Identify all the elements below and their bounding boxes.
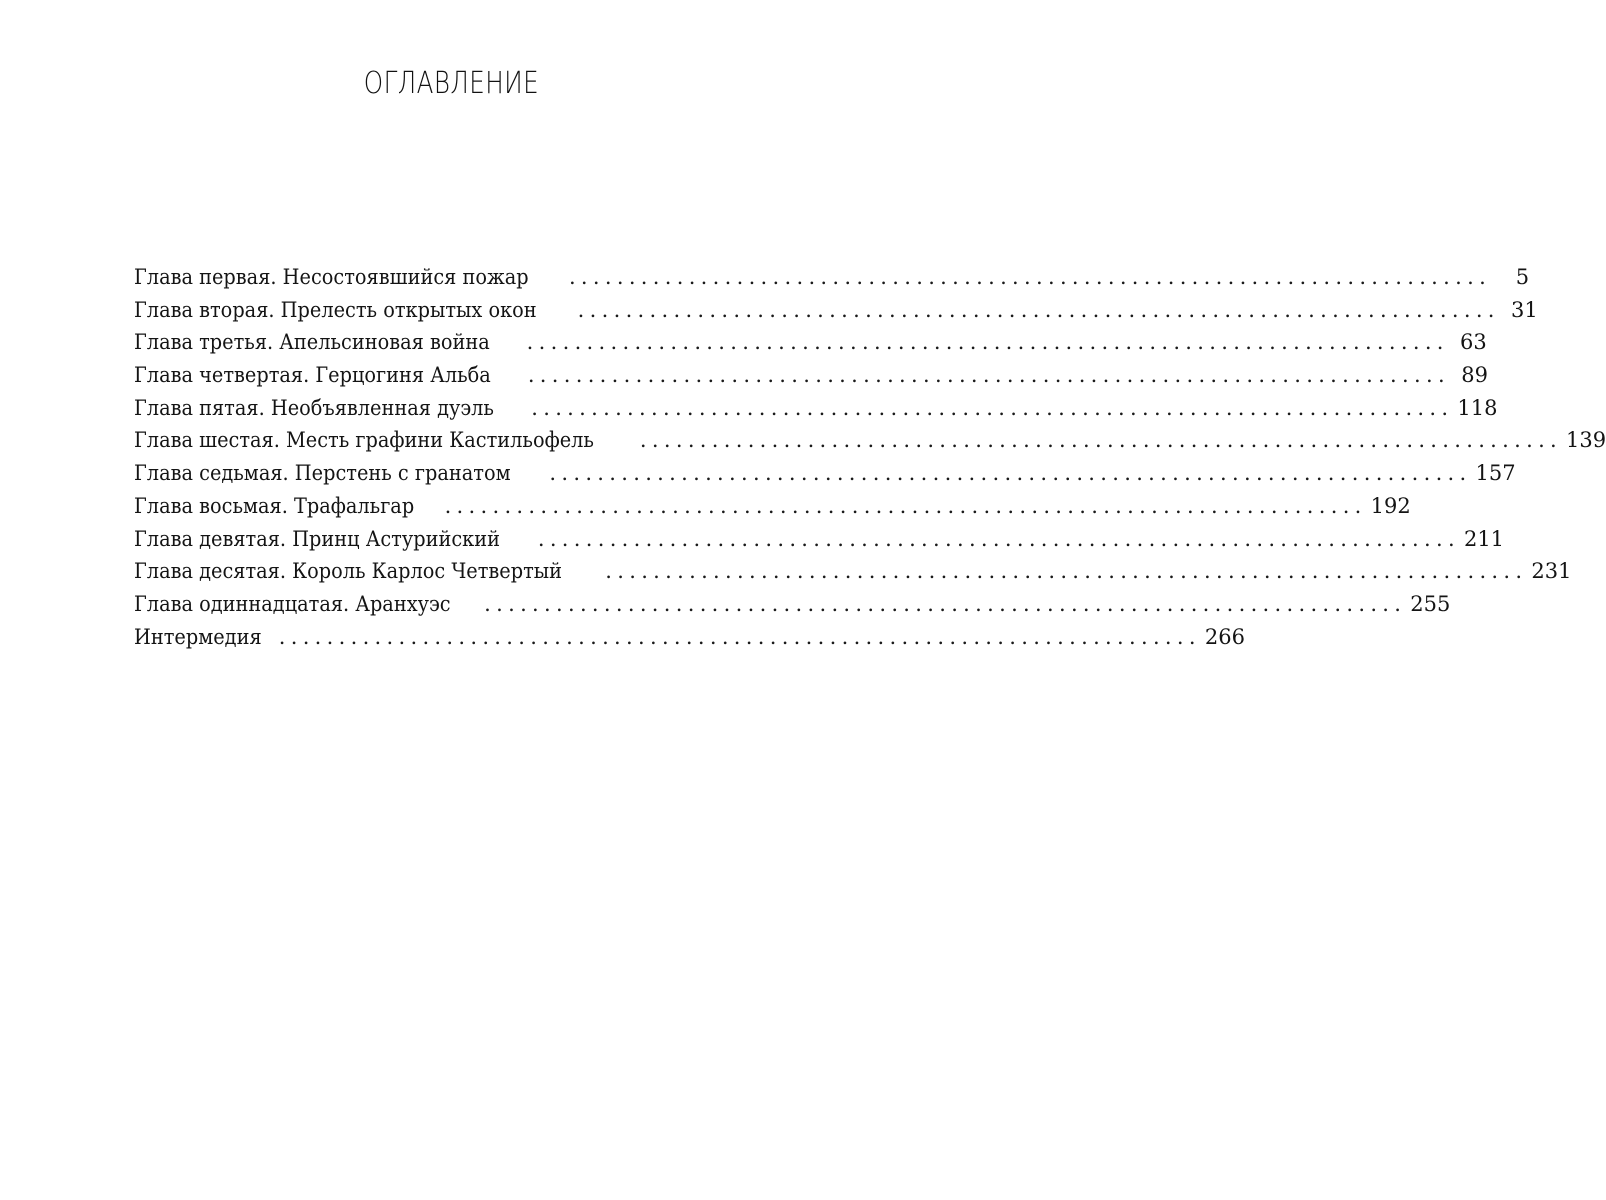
toc-leader-dots: .............................................................................: [484, 591, 1407, 616]
toc-leader-dots: .............................................................................: [531, 395, 1454, 420]
toc-leader-dots: .............................................................................: [527, 363, 1450, 388]
toc-entry-page: 192: [1370, 493, 1411, 518]
toc-entry: [134, 261, 1530, 294]
table-of-contents: [134, 261, 1606, 653]
toc-entry-label: Глава одиннадцатая. Аранхуэс: [134, 591, 451, 616]
toc-leader-dots: .............................................................................: [605, 559, 1528, 584]
toc-entry-page: 266: [1204, 624, 1245, 649]
toc-entry-page: 31: [1511, 297, 1538, 322]
toc-entry: [134, 457, 1516, 490]
toc-leader-dots: .............................................................................: [549, 461, 1472, 486]
toc-entry-page: 139: [1566, 428, 1606, 453]
toc-leader-dots: .............................................................................: [639, 428, 1563, 453]
toc-entry-page: 211: [1463, 526, 1505, 551]
toc-entry-page: 63: [1460, 330, 1487, 355]
toc-entry: [134, 555, 1572, 588]
toc-entry-page: 255: [1410, 591, 1451, 616]
toc-entry-page: 157: [1475, 461, 1516, 486]
toc-entry: [134, 392, 1498, 425]
toc-entry: [134, 621, 1245, 654]
toc-leader-dots: .............................................................................: [577, 297, 1500, 322]
toc-entry: [134, 359, 1488, 392]
toc-leader-dots: .............................................................................: [568, 265, 1492, 289]
toc-entry: [134, 326, 1487, 359]
toc-entry-label: Глава шестая. Месть графини Кастильофель: [134, 428, 594, 453]
toc-entry: [134, 523, 1505, 556]
toc-entry-label: Глава первая. Несостоявшийся пожар: [134, 265, 529, 289]
toc-entry-page: 89: [1461, 363, 1488, 388]
toc-entry-label: Глава вторая. Прелесть открытых окон: [134, 297, 537, 322]
toc-entry-label: Глава девятая. Принц Астурийский: [134, 526, 501, 551]
toc-leader-dots: .............................................................................: [526, 330, 1449, 355]
page-title: ОГЛАВЛЕНИЕ: [363, 66, 540, 101]
toc-entry-label: Интермедия: [134, 624, 262, 649]
toc-leader-dots: .............................................................................: [278, 624, 1201, 649]
toc-entry-label: Глава десятая. Король Карлос Четвертый: [134, 559, 563, 584]
toc-entry-page: 5: [1515, 265, 1530, 289]
toc-entry-label: Глава четвертая. Герцогиня Альба: [134, 363, 491, 388]
toc-leader-dots: .............................................................................: [537, 526, 1460, 551]
toc-entry: [134, 588, 1451, 621]
toc-entry: [134, 490, 1411, 523]
toc-entry-label: Глава восьмая. Трафальгар: [134, 493, 415, 518]
toc-entry: [134, 294, 1538, 327]
toc-entry-label: Глава седьмая. Перстень с гранатом: [134, 461, 511, 486]
toc-entry-page: 231: [1531, 559, 1572, 584]
toc-entry-page: 118: [1457, 395, 1498, 420]
toc-entry-label: Глава третья. Апельсиновая война: [134, 330, 490, 355]
toc-entry: [134, 424, 1606, 457]
toc-entry-label: Глава пятая. Необъявленная дуэль: [134, 395, 494, 420]
toc-leader-dots: .............................................................................: [444, 493, 1367, 518]
